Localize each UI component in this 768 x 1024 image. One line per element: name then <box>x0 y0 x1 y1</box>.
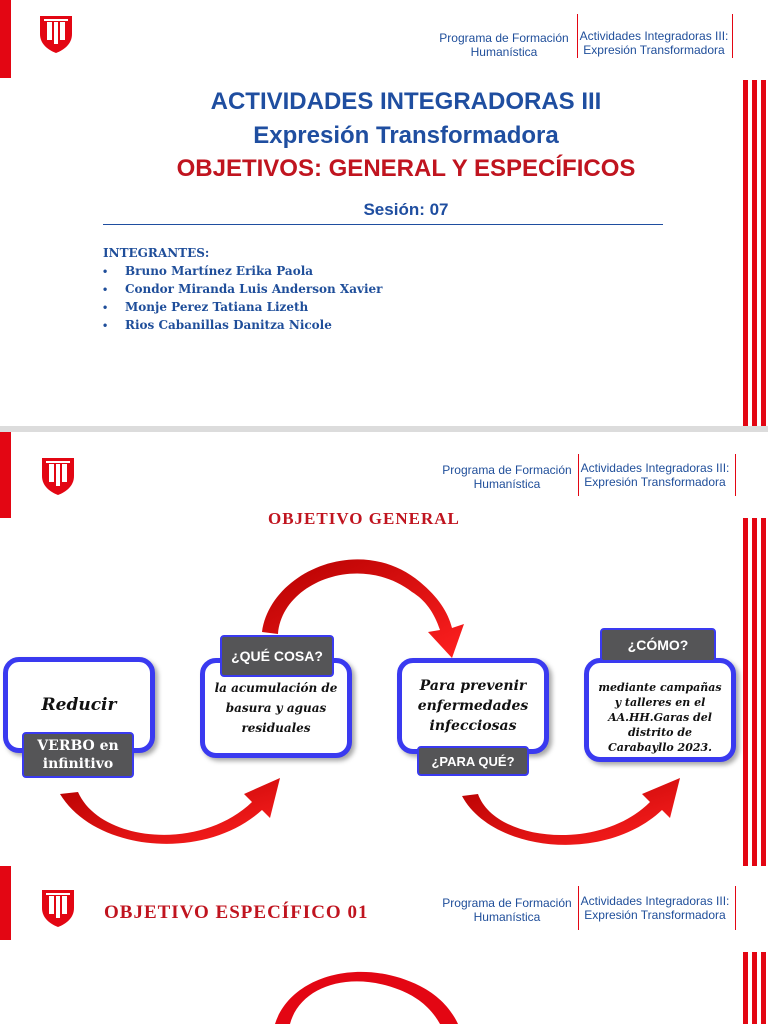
header-program-line1: Programa de Formación <box>442 463 572 477</box>
header-activity-line2: Expresión Transformadora <box>584 908 726 922</box>
why-tag-text: ¿PARA QUÉ? <box>431 753 515 769</box>
header-activity-line2: Expresión Transformadora <box>583 43 725 57</box>
section-title: OBJETIVO ESPECÍFICO 01 <box>104 902 369 923</box>
how-text: mediante campañas y talleres en el AA.HH.Garas del distrito de Carabayllo 2023. <box>598 680 722 754</box>
why-box <box>397 658 549 754</box>
slide-general-objective <box>0 432 768 866</box>
flow-arrows <box>0 866 768 1024</box>
why-text: Para prevenir enfermedades infecciosas <box>417 678 529 734</box>
what-text: la acumulación de basura y aguas residuales <box>214 681 338 735</box>
header-divider-right <box>732 14 733 58</box>
what-tag-text: ¿QUÉ COSA? <box>231 647 323 664</box>
team-heading: INTEGRANTES: <box>103 246 210 260</box>
what-tag <box>220 635 334 677</box>
team-list <box>103 244 382 334</box>
header-activity-line1: Actividades Integradoras III: <box>580 894 730 908</box>
title-line3: OBJETIVOS: GENERAL Y ESPECÍFICOS <box>176 155 636 182</box>
decorative-stripes <box>743 80 766 426</box>
team-member: • Bruno Martínez Erika Paola <box>103 262 382 280</box>
how-tag <box>600 628 716 662</box>
header-program-line2: Humanística <box>473 477 541 491</box>
slide-specific-objective <box>0 866 768 1024</box>
arrow-curve-1 <box>60 778 280 844</box>
header-program-line1: Programa de Formación <box>439 31 569 45</box>
team-member: • Monje Perez Tatiana Lizeth <box>103 298 382 316</box>
header-program-line2: Humanística <box>473 910 541 924</box>
arrow-curve-partial <box>275 972 458 1024</box>
title-line1: ACTIVIDADES INTEGRADORAS III <box>210 88 602 115</box>
verb-tag <box>22 732 134 778</box>
header-activity <box>579 29 729 57</box>
team-member: • Rios Cabanillas Danitza Nicole <box>103 316 382 334</box>
header-program <box>434 31 574 59</box>
header-activity-line1: Actividades Integradoras III: <box>579 29 729 43</box>
university-logo-icon <box>38 14 74 54</box>
verb-text: Reducir <box>41 695 117 715</box>
header-program-line1: Programa de Formación <box>442 896 572 910</box>
title-divider <box>103 224 663 225</box>
why-tag <box>417 746 529 776</box>
title-line2: Expresión Transformadora <box>253 122 559 149</box>
verb-tag-text: VERBO en infinitivo <box>37 738 119 772</box>
header-activity-line1: Actividades Integradoras III: <box>580 461 730 475</box>
header-divider <box>577 14 578 58</box>
team-member: • Condor Miranda Luis Anderson Xavier <box>103 280 382 298</box>
header-activity-line2: Expresión Transformadora <box>584 475 726 489</box>
how-tag-text: ¿CÓMO? <box>627 637 689 653</box>
arrow-curve-3 <box>462 778 680 845</box>
session-label: Sesión: 07 <box>363 200 449 219</box>
left-accent-bar <box>0 0 11 78</box>
how-box <box>584 658 736 762</box>
header-program-line2: Humanística <box>470 45 538 59</box>
section-title: OBJETIVO GENERAL <box>268 509 460 528</box>
slide-cover <box>0 0 768 426</box>
